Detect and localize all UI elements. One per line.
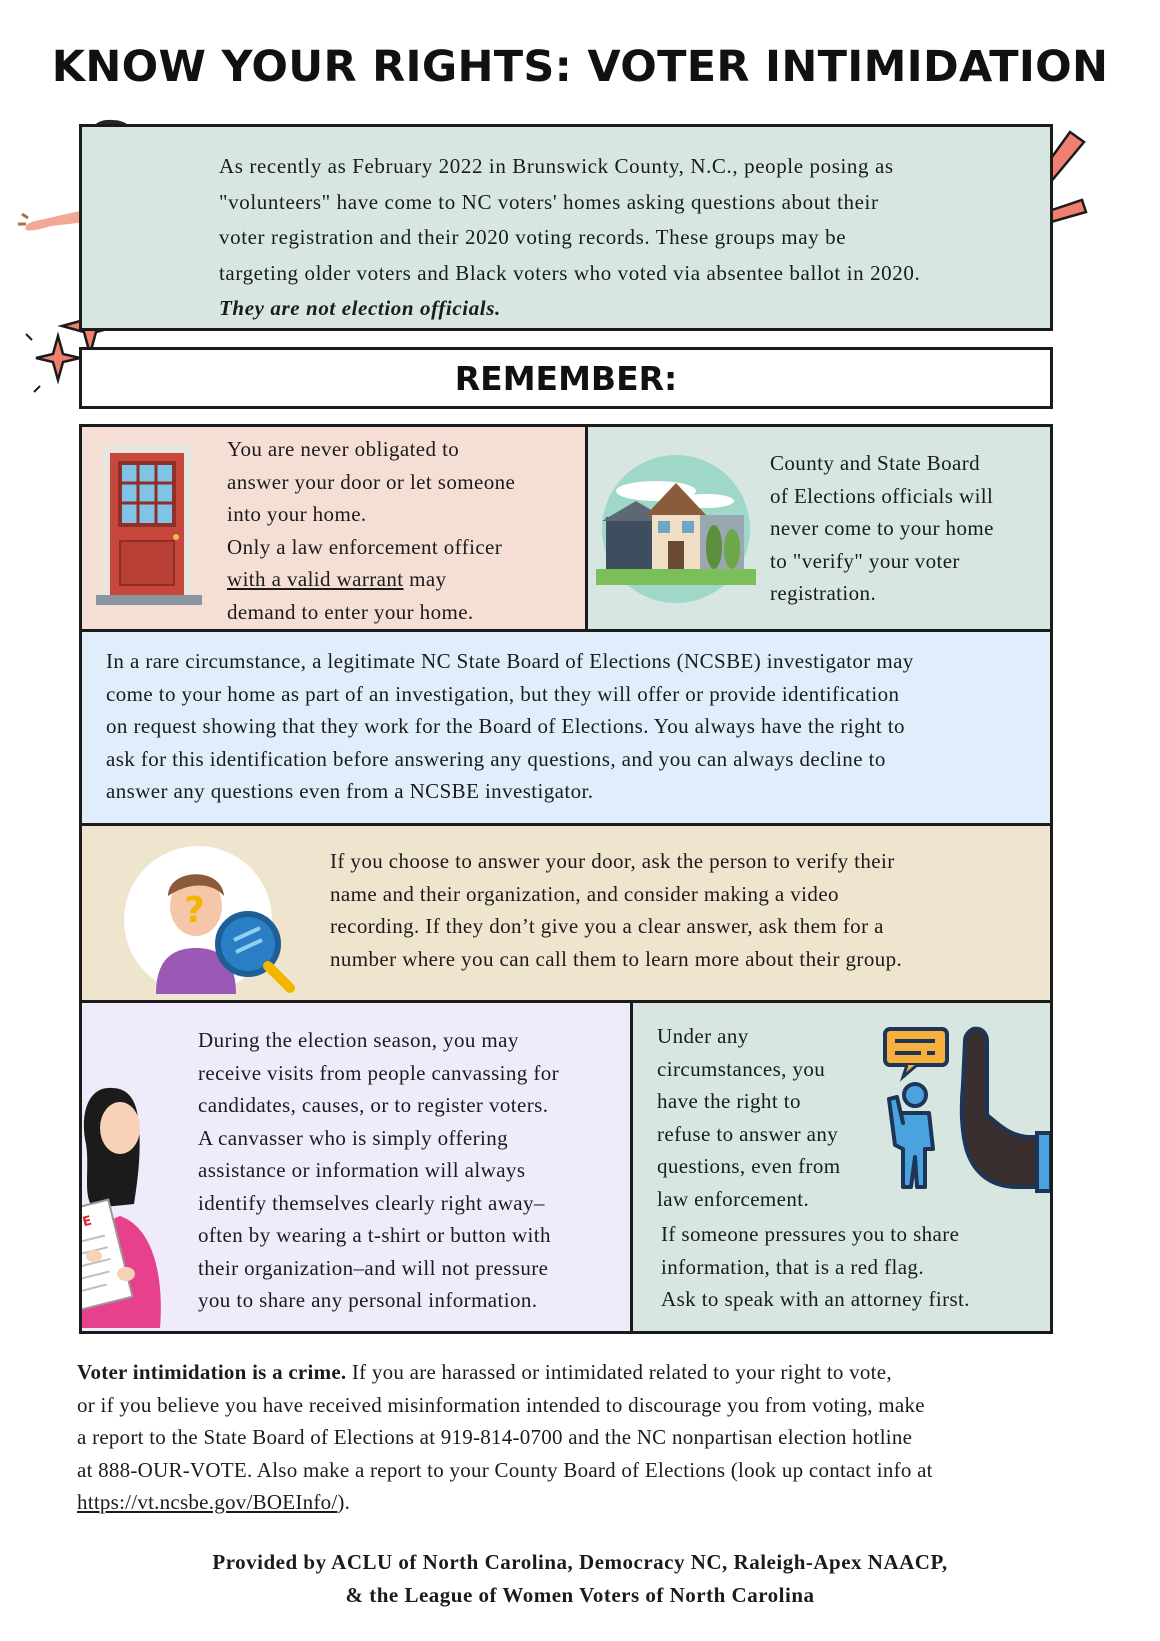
canvasser-line: identify themselves clearly right away– xyxy=(198,1190,545,1215)
page-title: KNOW YOUR RIGHTS: VOTER INTIMIDATION xyxy=(51,42,1109,92)
investigator-line: on request showing that they work for the Board of Elections. You always have the right to xyxy=(106,714,905,738)
intro-line: "volunteers" have come to NC voters' homes asking questions about their xyxy=(219,189,879,214)
door-line: You are never obligated to xyxy=(227,437,460,461)
house-text xyxy=(770,447,994,610)
refuse-panel xyxy=(633,1003,1050,1331)
house-line: to "verify" your voter xyxy=(770,548,960,573)
house-line: never come to your home xyxy=(770,516,994,540)
canvasser-line: A canvasser who is simply offering xyxy=(198,1125,509,1150)
intro-line: targeting older voters and Black voters who voted via absentee ballot in 2020. xyxy=(219,260,921,285)
investigator-line: In a rare circumstance, a legitimate NC State Board of Elections (NCSBE) investigator may xyxy=(106,649,914,673)
stop-hand-speech-illustration xyxy=(877,1025,1050,1195)
verify-panel xyxy=(82,826,1050,1003)
intro-panel xyxy=(79,124,1053,331)
door-line: into your home. xyxy=(227,502,367,526)
verify-text xyxy=(330,845,902,975)
crime-line: If you are harassed or intimidated related to your right to vote, xyxy=(346,1360,892,1384)
rights-grid xyxy=(52,424,1053,1334)
refuse-line: circumstances, you xyxy=(657,1056,826,1081)
door-line: Only a law enforcement officer xyxy=(227,534,503,559)
canvasser-line: assistance or information will always xyxy=(198,1158,526,1182)
investigator-text xyxy=(106,645,914,808)
house-line: County and State Board xyxy=(770,451,981,475)
crime-notice xyxy=(77,1356,1077,1519)
remember-banner xyxy=(79,347,1053,409)
verify-line: name and their organization, and consider making a video xyxy=(330,881,839,906)
canvasser-line: you to share any personal information. xyxy=(198,1288,538,1312)
canvasser-panel xyxy=(52,1003,633,1331)
investigator-line: ask for this identification before answering any questions, and you can always decline to xyxy=(106,746,886,771)
refuse-line: Under any xyxy=(657,1024,749,1048)
canvasser-line: candidates, causes, or to register voters. xyxy=(198,1093,549,1117)
investigator-panel xyxy=(82,632,1050,826)
door-panel xyxy=(82,427,588,632)
door-line: demand to enter your home. xyxy=(227,599,474,624)
question-person-magnifier-illustration xyxy=(116,844,306,994)
canvasser-text xyxy=(198,1024,559,1317)
door-line-tail: may xyxy=(403,567,447,591)
crime-line: at 888-OUR-VOTE. Also make a report to your County Board of Elections (look up contact info at xyxy=(77,1457,933,1482)
verify-line: recording. If they don’t give you a clear answer, ask them for a xyxy=(330,914,884,938)
refuse-line: law enforcement. xyxy=(657,1186,810,1211)
crime-lead: Voter intimidation is a crime. xyxy=(77,1360,347,1384)
investigator-line: answer any questions even from a NCSBE investigator. xyxy=(106,779,594,803)
canvasser-line: often by wearing a t-shirt or button with xyxy=(198,1223,551,1247)
canvasser-line: their organization–and will not pressure xyxy=(198,1255,549,1280)
door-text xyxy=(227,433,515,628)
house-line: registration. xyxy=(770,581,877,605)
refuse-text xyxy=(657,1020,841,1215)
intro-line: As recently as February 2022 in Brunswick County, N.C., people posing as xyxy=(219,154,894,178)
credit-line: & the League of Women Voters of North Carolina xyxy=(345,1583,815,1607)
red-flag-line: information, that is a red flag. xyxy=(661,1254,924,1279)
woman-vote-sign-illustration xyxy=(52,1078,202,1328)
refuse-line: questions, even from xyxy=(657,1154,841,1178)
refuse-line: refuse to answer any xyxy=(657,1121,839,1146)
house-panel xyxy=(588,427,1050,632)
canvasser-line: During the election season, you may xyxy=(198,1028,519,1052)
vote-sign-label: VOTE xyxy=(52,1213,94,1238)
verify-line: If you choose to answer your door, ask the person to verify their xyxy=(330,849,895,873)
intro-emphasis: They are not election officials. xyxy=(219,296,501,320)
verify-line: number where you can call them to learn more about their group. xyxy=(330,946,903,971)
red-flag-line: Ask to speak with an attorney first. xyxy=(661,1287,970,1311)
refuse-line: have the right to xyxy=(657,1089,801,1113)
remember-heading: REMEMBER: xyxy=(454,359,678,398)
red-flag-line: If someone pressures you to share xyxy=(661,1222,960,1246)
crime-line-tail: ). xyxy=(337,1490,351,1514)
crime-line: a report to the State Board of Elections at 919-814-0700 and the NC nonpartisan election hotline xyxy=(77,1425,913,1449)
credit-line: Provided by ACLU of North Carolina, Democracy NC, Raleigh-Apex NAACP, xyxy=(212,1550,948,1574)
door-line: answer your door or let someone xyxy=(227,469,516,494)
boe-info-link[interactable]: https://vt.ncsbe.gov/BOEInfo/ xyxy=(77,1490,338,1514)
credits xyxy=(0,1546,1160,1612)
investigator-line: come to your home as part of an investigation, but they will offer or provide identification xyxy=(106,681,900,706)
intro-text xyxy=(219,149,1019,327)
red-flag-text xyxy=(661,1218,970,1316)
warrant-underline: with a valid warrant xyxy=(227,567,404,591)
intro-line: voter registration and their 2020 voting records. These groups may be xyxy=(219,225,847,249)
house-illustration xyxy=(596,451,756,611)
crime-line: or if you believe you have received misinformation intended to discourage you from voting, make xyxy=(77,1392,925,1417)
door-illustration xyxy=(96,445,204,605)
svg-text:?: ? xyxy=(184,890,205,931)
canvasser-line: receive visits from people canvassing for xyxy=(198,1060,560,1085)
house-line: of Elections officials will xyxy=(770,483,994,508)
